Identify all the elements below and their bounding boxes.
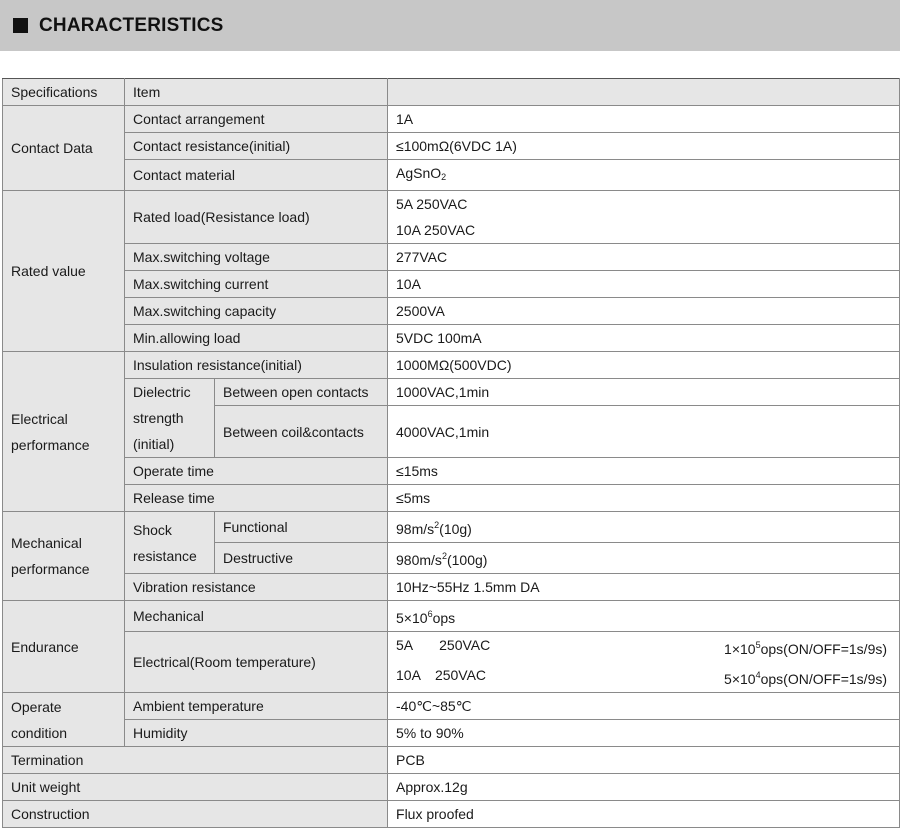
value-superscript: 4 [755, 670, 761, 680]
table-row [3, 574, 900, 601]
value-part: 1×10 [724, 641, 756, 657]
label-line: Shock [133, 521, 172, 538]
label-line: Mechanical [11, 535, 82, 551]
endurance-condition [396, 662, 486, 692]
item-cell: Functional [215, 512, 388, 543]
value-cell: 10Hz~55Hz 1.5mm DA [388, 574, 900, 601]
black-square-icon [13, 18, 28, 33]
section-title: CHARACTERISTICS [39, 14, 224, 36]
value-cell [388, 543, 900, 574]
item-cell: Between coil&contacts [215, 406, 388, 458]
table-row [3, 774, 900, 801]
item-cell: Rated load(Resistance load) [125, 191, 388, 244]
group-label-electrical-performance [3, 352, 125, 512]
value-subscript: 2 [441, 172, 447, 182]
value-superscript: 6 [427, 609, 433, 619]
item-cell: Contact arrangement [125, 106, 388, 133]
value-cell [388, 601, 900, 632]
group-label-construction: Construction [3, 801, 388, 828]
endurance-life [724, 632, 887, 662]
group-label-rated-value: Rated value [3, 191, 125, 352]
label-line: Operate [11, 698, 62, 715]
value-cell: 2500VA [388, 298, 900, 325]
header-specifications: Specifications [3, 79, 125, 106]
label-line: condition [11, 724, 68, 741]
shock-resistance-label [125, 512, 215, 574]
section-banner [0, 0, 900, 51]
value-cell: 5VDC 100mA [388, 325, 900, 352]
table-row [3, 720, 900, 747]
value-part: (100g) [446, 552, 488, 568]
item-cell: Min.allowing load [125, 325, 388, 352]
table-row [3, 801, 900, 828]
value-part: ops(ON/OFF=1s/9s) [760, 641, 888, 657]
item-cell: Release time [125, 485, 388, 512]
value-cell: 4000VAC,1min [388, 406, 900, 458]
label-line: resistance [133, 547, 197, 564]
table-row [3, 379, 900, 406]
item-cell: Max.switching voltage [125, 244, 388, 271]
dielectric-strength-label [125, 379, 215, 458]
table-row [3, 106, 900, 133]
table-row [3, 133, 900, 160]
value-superscript: 2 [441, 551, 447, 561]
value-cell: -40℃~85℃ [388, 693, 900, 720]
endurance-life [724, 662, 887, 692]
table-row [3, 79, 900, 106]
value-part: 5×10 [396, 610, 428, 626]
value-part: 5×10 [724, 671, 756, 687]
table-row [3, 512, 900, 543]
table-row [3, 601, 900, 632]
item-cell: Ambient temperature [125, 693, 388, 720]
item-cell: Mechanical [125, 601, 388, 632]
table-row [3, 325, 900, 352]
endurance-line [396, 632, 899, 662]
value-part: 98m/s [396, 521, 435, 537]
value-cell: 1A [388, 106, 900, 133]
group-label-endurance: Endurance [3, 601, 125, 693]
item-cell: Max.switching current [125, 271, 388, 298]
table-row [3, 160, 900, 191]
item-cell: Between open contacts [215, 379, 388, 406]
value-cell: 5% to 90% [388, 720, 900, 747]
value-cell: ≤5ms [388, 485, 900, 512]
table-row [3, 352, 900, 379]
value-cell: 5A 250VAC [388, 191, 900, 218]
endurance-condition [396, 632, 490, 662]
current-value: 5A [396, 637, 414, 653]
value-cell: Approx.12g [388, 774, 900, 801]
value-cell [388, 632, 900, 663]
table-row [3, 191, 900, 218]
value-part: (10g) [439, 521, 472, 537]
item-cell: Max.switching capacity [125, 298, 388, 325]
item-cell: Insulation resistance(initial) [125, 352, 388, 379]
item-cell: Contact material [125, 160, 388, 191]
table-row [3, 271, 900, 298]
value-cell: ≤15ms [388, 458, 900, 485]
value-cell: 277VAC [388, 244, 900, 271]
characteristics-table [2, 78, 900, 828]
header-item: Item [125, 79, 388, 106]
table-row [3, 458, 900, 485]
value-cell [388, 160, 900, 191]
value-cell: 1000MΩ(500VDC) [388, 352, 900, 379]
current-value: 10A [396, 667, 421, 683]
value-cell: Flux proofed [388, 801, 900, 828]
label-line: (initial) [133, 436, 175, 452]
voltage-value: 250VAC [434, 667, 487, 683]
value-cell: 10A 250VAC [388, 217, 900, 244]
label-line: performance [11, 436, 90, 453]
table-row [3, 485, 900, 512]
item-cell: Contact resistance(initial) [125, 133, 388, 160]
value-cell: 1000VAC,1min [388, 379, 900, 406]
table-row [3, 747, 900, 774]
group-label-contact-data: Contact Data [3, 106, 125, 191]
table-row [3, 693, 900, 720]
item-cell: Destructive [215, 543, 388, 574]
item-cell: Humidity [125, 720, 388, 747]
label-line: Dielectric [133, 384, 191, 400]
table-row [3, 632, 900, 663]
label-line: Electrical [11, 410, 68, 427]
item-cell: Vibration resistance [125, 574, 388, 601]
value-main: AgSnO [396, 165, 442, 181]
value-cell [388, 512, 900, 543]
value-superscript: 5 [755, 640, 761, 650]
group-label-mechanical-performance [3, 512, 125, 601]
value-cell: PCB [388, 747, 900, 774]
group-label-operate-condition [3, 693, 125, 747]
table-row [3, 244, 900, 271]
endurance-line [396, 662, 899, 692]
group-label-unit-weight: Unit weight [3, 774, 388, 801]
header-value [388, 79, 900, 106]
item-cell: Electrical(Room temperature) [125, 632, 388, 693]
item-cell: Operate time [125, 458, 388, 485]
value-superscript: 2 [434, 520, 440, 530]
value-cell: ≤100mΩ(6VDC 1A) [388, 133, 900, 160]
value-cell [388, 662, 900, 693]
value-part: ops [432, 610, 456, 626]
value-part: ops(ON/OFF=1s/9s) [760, 671, 888, 687]
value-cell: 10A [388, 271, 900, 298]
table-row [3, 298, 900, 325]
value-part: 980m/s [396, 552, 442, 568]
label-line: strength [133, 410, 184, 426]
group-label-termination: Termination [3, 747, 388, 774]
label-line: performance [11, 561, 90, 577]
voltage-value: 250VAC [439, 637, 491, 653]
